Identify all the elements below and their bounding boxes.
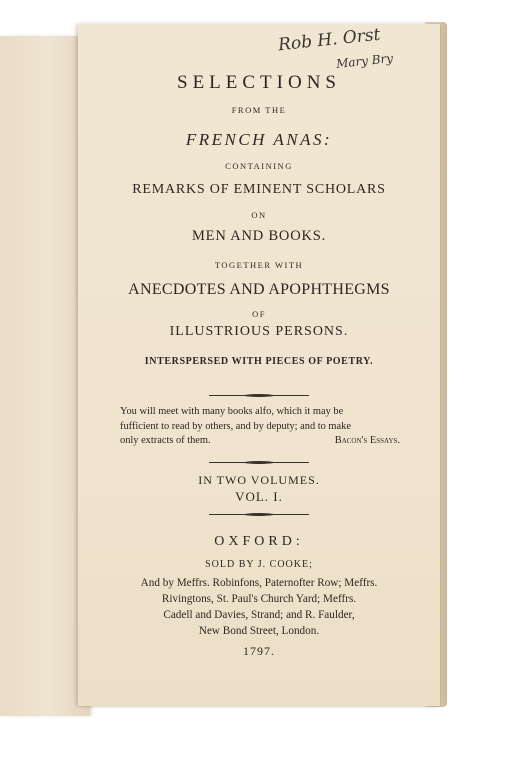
- volume-number: VOL. I.: [235, 489, 283, 504]
- on: ON: [251, 210, 267, 220]
- inscription-line-2: Mary Bry: [335, 51, 394, 71]
- illustrious-persons: ILLUSTRIOUS PERSONS.: [169, 324, 349, 339]
- epigraph-line-2: fufficient to read by others, and by deputy; and to make: [120, 420, 351, 432]
- epigraph-line-3-text: only extracts of them.: [120, 435, 211, 446]
- men-and-books: MEN AND BOOKS.: [191, 228, 327, 244]
- imprint-line-2: Rivingtons, St. Paul's Church Yard; Meffrs.: [161, 593, 357, 605]
- remarks-line: REMARKS OF EMINENT SCHOLARS: [132, 182, 386, 197]
- containing: CONTAINING: [225, 161, 293, 171]
- volumes-count: IN TWO VOLUMES.: [198, 473, 320, 487]
- imprint-place: OXFORD:: [214, 534, 304, 549]
- epigraph: [120, 405, 400, 449]
- inscription-line-1: Rob H. Orst: [277, 24, 382, 56]
- ornamental-rule-2: [209, 462, 309, 463]
- imprint-line-1: And by Meffrs. Robinfons, Paternofter Row; Meffrs.: [140, 577, 378, 589]
- from-the: FROM THE: [231, 105, 287, 115]
- imprint-line-4: New Bond Street, London.: [198, 625, 320, 637]
- imprint-line-3: Cadell and Davies, Strand; and R. Faulder,: [163, 609, 355, 621]
- sold-by: SOLD BY J. COOKE;: [205, 559, 313, 570]
- of: OF: [252, 309, 266, 319]
- title-page: [78, 24, 440, 706]
- ornamental-rule-1: [209, 395, 309, 396]
- epigraph-attribution: Bacon's Essays.: [334, 435, 400, 446]
- epigraph-line-3: [120, 434, 400, 449]
- anecdotes-line: ANECDOTES AND APOPHTHEGMS: [128, 281, 390, 298]
- facing-page: [0, 36, 90, 716]
- title-french-anas: FRENCH ANAS:: [185, 130, 333, 149]
- together-with: TOGETHER WITH: [214, 260, 304, 270]
- ornamental-rule-3: [209, 514, 309, 515]
- title-selections: SELECTIONS: [177, 72, 341, 93]
- imprint-year: 1797.: [243, 644, 275, 658]
- epigraph-line-1: You will meet with many books alfo, which it may be: [120, 406, 344, 417]
- interspersed-line: INTERSPERSED WITH PIECES OF POETRY.: [144, 356, 374, 367]
